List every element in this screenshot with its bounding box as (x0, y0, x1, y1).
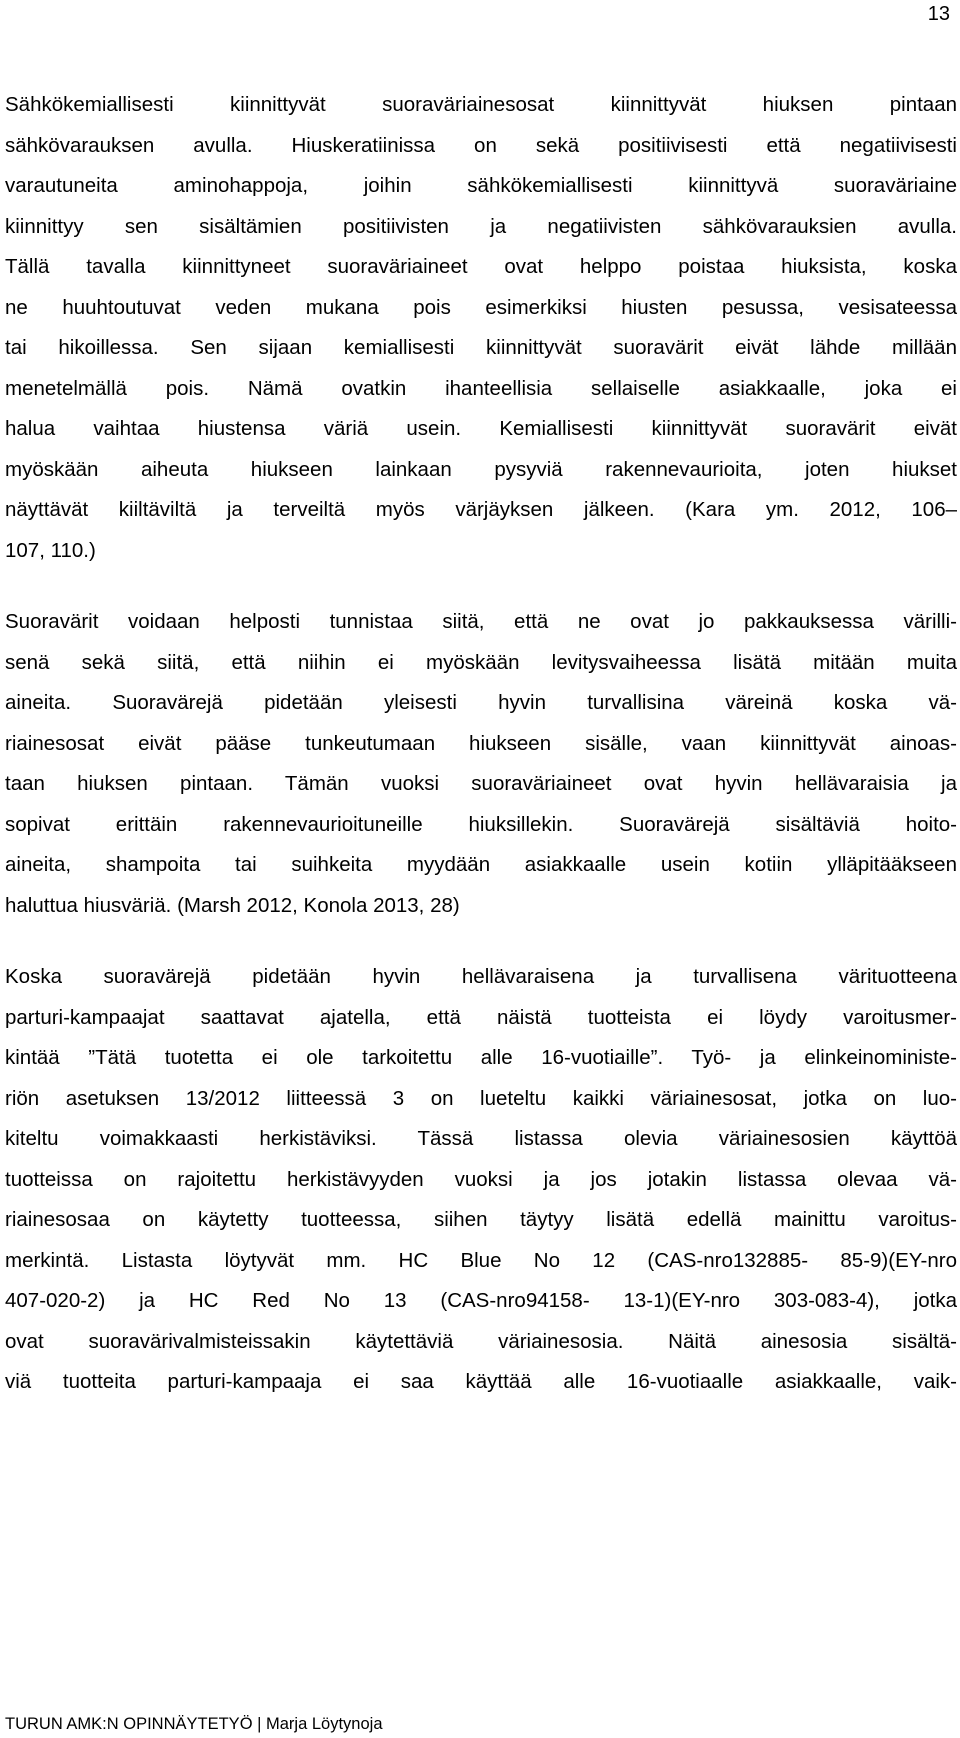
text-line: aineita, shampoita tai suihkeita myydään asiakkaalle usein kotiin ylläpitääkseen (5, 853, 957, 876)
text-line: ovat suoravärivalmisteissakin käytettäviä väriainesosia. Näitä ainesosia sisältä- (5, 1329, 957, 1353)
text-line: kiteltu voimakkaasti herkistäviksi. Tässä listassa olevia väriainesosien käyttöä (5, 1127, 957, 1150)
page-footer (5, 1714, 383, 1734)
text-line: 107, 110.) (5, 538, 96, 562)
text-line: halua vaihtaa hiustensa väriä usein. Kemiallisesti kiinnittyvät suoravärit eivät (5, 417, 957, 440)
text-line: kiinnittyy sen sisältämien positiivisten ja negatiivisten sähkövarauksien avulla. (5, 214, 957, 238)
text-line: varautuneita aminohappoja, joihin sähkökemiallisesti kiinnittyvä suoraväriaine (5, 174, 957, 197)
footer-author: Marja Löytynoja (266, 1715, 383, 1733)
text-line: Sähkökemiallisesti kiinnittyvät suoraväriainesosat kiinnittyvät hiuksen pintaan (5, 93, 957, 116)
text-line: riön asetuksen 13/2012 liitteessä 3 on lueteltu kaikki väriainesosat, jotka on luo- (5, 1086, 957, 1110)
text-line: menetelmällä pois. Nämä ovatkin ihanteellisia sellaiselle asiakkaalle, joka ei (5, 376, 957, 400)
text-line: Koska suoravärejä pidetään hyvin hellävaraisena ja turvallisena värituotteena (5, 965, 957, 988)
paragraph-3 (5, 957, 957, 1403)
text-line: parturi-kampaajat saattavat ajatella, että näistä tuotteista ei löydy varoitusmer- (5, 1005, 957, 1029)
page-number: 13 (927, 3, 950, 25)
text-line: riainesosat eivät pääse tunkeutumaan hiukseen sisälle, vaan kiinnittyvät ainoas- (5, 731, 957, 755)
text-line: kintää ”Tätä tuotetta ei ole tarkoitettu alle 16-vuotiaille”. Työ- ja elinkeinoministe- (5, 1046, 957, 1069)
text-line: sähkövarauksen avulla. Hiuskeratiinissa on sekä positiivisesti että negatiivisesti (5, 133, 957, 157)
text-line: Tällä tavalla kiinnittyneet suoraväriaineet ovat helppo poistaa hiuksista, koska (5, 255, 957, 278)
text-line: viä tuotteita parturi-kampaaja ei saa käyttää alle 16-vuotiaalle asiakkaalle, vaik- (5, 1370, 957, 1393)
text-line: ne huuhtoutuvat veden mukana pois esimerkiksi hiusten pesussa, vesisateessa (5, 295, 957, 319)
text-line: sopivat erittäin rakennevaurioituneille hiuksillekin. Suoravärejä sisältäviä hoito- (5, 812, 957, 836)
text-line: tai hikoillessa. Sen sijaan kemiallisesti kiinnittyvät suoravärit eivät lähde millään (5, 336, 957, 359)
text-line: riainesosaa on käytetty tuotteessa, siihen täytyy lisätä edellä mainittu varoitus- (5, 1208, 957, 1231)
text-line: merkintä. Listasta löytyvät mm. HC Blue No 12 (CAS-nro132885- 85-9)(EY-nro (5, 1248, 957, 1272)
text-line: Suoravärit voidaan helposti tunnistaa siitä, että ne ovat jo pakkauksessa värilli- (5, 610, 957, 633)
text-line: haluttua hiusväriä. (Marsh 2012, Konola 2013, 28) (5, 893, 460, 917)
text-line: senä sekä siitä, että niihin ei myöskään levitysvaiheessa lisätä mitään muita (5, 650, 957, 674)
text-line: näyttävät kiiltäviltä ja terveiltä myös värjäyksen jälkeen. (Kara ym. 2012, 106– (5, 498, 957, 521)
paragraph-1 (5, 85, 957, 571)
text-line: taan hiuksen pintaan. Tämän vuoksi suoraväriaineet ovat hyvin hellävaraisia ja (5, 772, 957, 795)
body-text (5, 85, 957, 1434)
text-line: tuotteissa on rajoitettu herkistävyyden vuoksi ja jos jotakin listassa olevaa vä- (5, 1167, 957, 1191)
footer-institution: TURUN AMK:N OPINNÄYTETYÖ (5, 1715, 253, 1733)
paragraph-2 (5, 602, 957, 926)
text-line: myöskään aiheuta hiukseen lainkaan pysyviä rakennevaurioita, joten hiukset (5, 457, 957, 481)
text-line: 407-020-2) ja HC Red No 13 (CAS-nro94158- 13-1)(EY-nro 303-083-4), jotka (5, 1289, 957, 1312)
text-line: aineita. Suoravärejä pidetään yleisesti hyvin turvallisina väreinä koska vä- (5, 691, 957, 714)
footer-separator: | (257, 1715, 262, 1733)
